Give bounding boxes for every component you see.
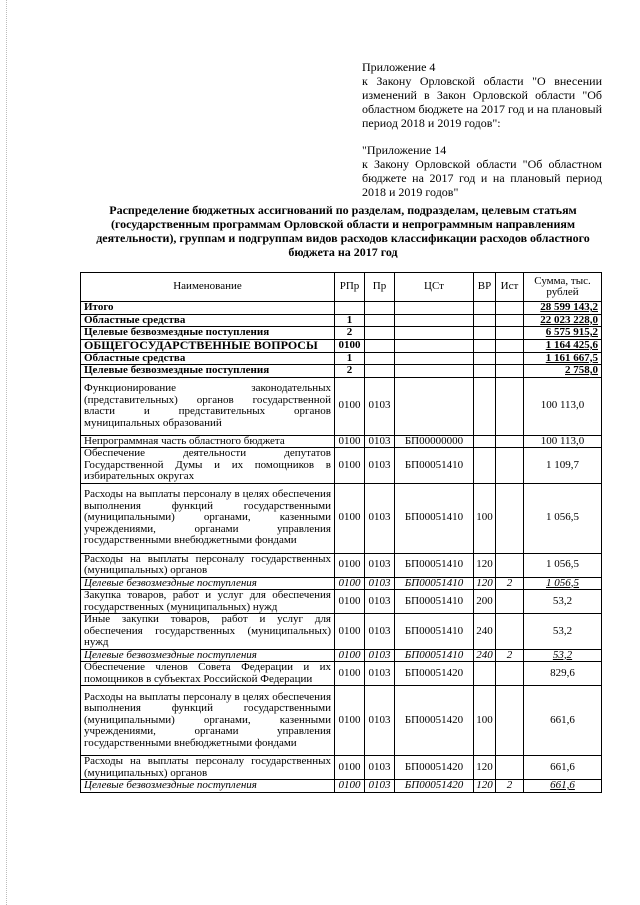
header-name: Наименование	[81, 273, 335, 302]
cell-vr: 120	[474, 577, 496, 590]
cell-cst	[395, 365, 474, 378]
cell-cst	[395, 377, 474, 435]
cell-ist	[496, 365, 524, 378]
appendix-4-text: к Закону Орловской области "О внесении изменений в Закон Орловской области "Об областном бюджете на 2017 год и на плановый период 2018 и 2019 годов":	[362, 74, 602, 130]
cell-name: Функционирование законодательных (представительных) органов государственной власти и представительных органов муниципальных образований	[81, 377, 335, 435]
cell-name: Непрограммная часть областного бюджета	[81, 435, 335, 448]
cell-cst: БП00051420	[395, 686, 474, 756]
cell-rpr: 2	[335, 365, 365, 378]
table-body	[81, 302, 602, 793]
cell-ist	[496, 686, 524, 756]
cell-ist: 2	[496, 649, 524, 662]
cell-cst: БП00051410	[395, 649, 474, 662]
cell-rpr: 0100	[335, 435, 365, 448]
table-row	[81, 302, 602, 315]
table-header-row	[81, 273, 602, 302]
cell-vr	[474, 377, 496, 435]
cell-sum: 829,6	[524, 662, 602, 686]
cell-vr	[474, 365, 496, 378]
cell-cst	[395, 339, 474, 352]
cell-name: Иные закупки товаров, работ и услуг для обеспечения государственных (муниципальных) нужд	[81, 614, 335, 650]
cell-cst	[395, 302, 474, 315]
cell-name: Целевые безвозмездные поступления	[81, 780, 335, 793]
cell-ist	[496, 377, 524, 435]
cell-pr: 0103	[365, 483, 395, 553]
cell-name: Целевые безвозмездные поступления	[81, 577, 335, 590]
cell-rpr: 1	[335, 352, 365, 365]
cell-rpr: 0100	[335, 483, 365, 553]
cell-vr	[474, 448, 496, 484]
cell-sum: 1 109,7	[524, 448, 602, 484]
cell-pr: 0103	[365, 662, 395, 686]
cell-pr	[365, 314, 395, 327]
cell-pr: 0103	[365, 377, 395, 435]
table-row	[81, 662, 602, 686]
cell-sum: 1 056,5	[524, 483, 602, 553]
cell-name: Итого	[81, 302, 335, 315]
cell-ist	[496, 327, 524, 340]
cell-name: Областные средства	[81, 352, 335, 365]
cell-vr: 240	[474, 649, 496, 662]
cell-pr	[365, 302, 395, 315]
cell-pr: 0103	[365, 649, 395, 662]
cell-sum: 28 599 143,2	[524, 302, 602, 315]
cell-vr: 120	[474, 756, 496, 780]
cell-pr: 0103	[365, 686, 395, 756]
header-cst: ЦСт	[395, 273, 474, 302]
cell-ist	[496, 553, 524, 577]
cell-name: Целевые безвозмездные поступления	[81, 365, 335, 378]
cell-vr	[474, 662, 496, 686]
appendix-14-text: к Закону Орловской области "Об областном бюджете на 2017 год и на плановый период 2018 и 2019 годов"	[362, 157, 602, 199]
cell-name: Областные средства	[81, 314, 335, 327]
cell-ist	[496, 314, 524, 327]
cell-sum: 22 023 228,0	[524, 314, 602, 327]
table-row	[81, 649, 602, 662]
cell-ist	[496, 448, 524, 484]
cell-ist: 2	[496, 780, 524, 793]
table-row	[81, 327, 602, 340]
cell-pr: 0103	[365, 577, 395, 590]
cell-vr: 120	[474, 553, 496, 577]
cell-pr	[365, 352, 395, 365]
table-row	[81, 448, 602, 484]
table-row	[81, 780, 602, 793]
cell-sum: 53,2	[524, 614, 602, 650]
cell-sum: 1 161 667,5	[524, 352, 602, 365]
cell-sum: 1 164 425,6	[524, 339, 602, 352]
cell-name: Обеспечение деятельности депутатов Государственной Думы и их помощников в избирательных округах	[81, 448, 335, 484]
header-rpr: РПр	[335, 273, 365, 302]
cell-cst: БП00051410	[395, 614, 474, 650]
cell-rpr	[335, 302, 365, 315]
cell-rpr: 0100	[335, 339, 365, 352]
appendix-14-header	[362, 143, 602, 199]
cell-cst: БП00051410	[395, 448, 474, 484]
document-title: Распределение бюджетных ассигнований по разделам, подразделам, целевым статьям (государственным программам Орловской области и непрограммным направлениям деятельности), группам и подгруппам видов расходов классификации расходов областного бюджета на 2017 год	[96, 203, 590, 259]
cell-name: Целевые безвозмездные поступления	[81, 649, 335, 662]
cell-name: Расходы на выплаты персоналу в целях обеспечения выполнения функций государственными (муниципальными) органами, казенными учреждениями, органами управления государственными внебюджетными фондами	[81, 686, 335, 756]
header-sum: Сумма, тыс. рублей	[524, 273, 602, 302]
cell-cst: БП00051410	[395, 483, 474, 553]
table-row	[81, 590, 602, 614]
cell-vr: 100	[474, 686, 496, 756]
cell-sum: 53,2	[524, 590, 602, 614]
cell-rpr: 0100	[335, 649, 365, 662]
cell-vr	[474, 435, 496, 448]
cell-cst	[395, 314, 474, 327]
cell-name: ОБЩЕГОСУДАРСТВЕННЫЕ ВОПРОСЫ	[81, 339, 335, 352]
cell-ist: 2	[496, 577, 524, 590]
appendix-4-header	[362, 60, 602, 130]
table-row	[81, 756, 602, 780]
cell-vr	[474, 302, 496, 315]
cell-rpr: 0100	[335, 448, 365, 484]
header-ist: Ист	[496, 273, 524, 302]
cell-pr	[365, 339, 395, 352]
cell-pr: 0103	[365, 780, 395, 793]
table-row	[81, 614, 602, 650]
cell-pr: 0103	[365, 614, 395, 650]
table-row	[81, 435, 602, 448]
table-row	[81, 352, 602, 365]
header-vr: ВР	[474, 273, 496, 302]
cell-sum: 6 575 915,2	[524, 327, 602, 340]
cell-rpr: 0100	[335, 590, 365, 614]
cell-ist	[496, 302, 524, 315]
table-row	[81, 377, 602, 435]
cell-vr: 200	[474, 590, 496, 614]
cell-name: Расходы на выплаты персоналу в целях обеспечения выполнения функций государственными (муниципальными) органами, казенными учреждениями, органами управления государственными внебюджетными фондами	[81, 483, 335, 553]
appendix-14-title: "Приложение 14	[362, 143, 447, 157]
cell-ist	[496, 590, 524, 614]
cell-ist	[496, 339, 524, 352]
cell-sum: 53,2	[524, 649, 602, 662]
cell-rpr: 0100	[335, 662, 365, 686]
cell-name: Закупка товаров, работ и услуг для обеспечения государственных (муниципальных) нужд	[81, 590, 335, 614]
cell-ist	[496, 352, 524, 365]
cell-sum: 1 056,5	[524, 553, 602, 577]
cell-vr: 120	[474, 780, 496, 793]
cell-pr: 0103	[365, 756, 395, 780]
cell-sum: 661,6	[524, 780, 602, 793]
cell-rpr: 0100	[335, 756, 365, 780]
cell-ist	[496, 756, 524, 780]
cell-cst	[395, 327, 474, 340]
cell-ist	[496, 662, 524, 686]
table-row	[81, 577, 602, 590]
cell-cst: БП00051410	[395, 590, 474, 614]
table-row	[81, 339, 602, 352]
cell-rpr: 0100	[335, 614, 365, 650]
cell-cst: БП00051410	[395, 577, 474, 590]
cell-vr: 100	[474, 483, 496, 553]
cell-rpr: 2	[335, 327, 365, 340]
page-margin-line	[6, 0, 7, 905]
cell-sum: 100 113,0	[524, 435, 602, 448]
cell-name: Расходы на выплаты персоналу государственных (муниципальных) органов	[81, 553, 335, 577]
cell-pr: 0103	[365, 435, 395, 448]
cell-vr	[474, 339, 496, 352]
cell-sum: 2 758,0	[524, 365, 602, 378]
cell-vr: 240	[474, 614, 496, 650]
cell-sum: 100 113,0	[524, 377, 602, 435]
table-row	[81, 314, 602, 327]
cell-pr	[365, 365, 395, 378]
table-row	[81, 365, 602, 378]
cell-cst: БП00000000	[395, 435, 474, 448]
cell-cst: БП00051410	[395, 553, 474, 577]
table-row	[81, 553, 602, 577]
cell-cst	[395, 352, 474, 365]
cell-rpr: 0100	[335, 553, 365, 577]
cell-name: Обеспечение членов Совета Федерации и их помощников в субъектах Российской Федерации	[81, 662, 335, 686]
cell-rpr: 0100	[335, 686, 365, 756]
cell-vr	[474, 314, 496, 327]
table-row	[81, 686, 602, 756]
cell-cst: БП00051420	[395, 662, 474, 686]
budget-table	[80, 272, 602, 793]
cell-sum: 661,6	[524, 756, 602, 780]
cell-ist	[496, 614, 524, 650]
cell-rpr: 0100	[335, 780, 365, 793]
cell-pr: 0103	[365, 590, 395, 614]
cell-name: Расходы на выплаты персоналу государственных (муниципальных) органов	[81, 756, 335, 780]
cell-rpr: 1	[335, 314, 365, 327]
cell-pr	[365, 327, 395, 340]
cell-ist	[496, 435, 524, 448]
cell-pr: 0103	[365, 448, 395, 484]
cell-cst: БП00051420	[395, 756, 474, 780]
cell-cst: БП00051420	[395, 780, 474, 793]
cell-name: Целевые безвозмездные поступления	[81, 327, 335, 340]
cell-ist	[496, 483, 524, 553]
cell-rpr: 0100	[335, 377, 365, 435]
header-pr: Пр	[365, 273, 395, 302]
cell-pr: 0103	[365, 553, 395, 577]
table-row	[81, 483, 602, 553]
cell-vr	[474, 327, 496, 340]
cell-sum: 1 056,5	[524, 577, 602, 590]
cell-sum: 661,6	[524, 686, 602, 756]
cell-vr	[474, 352, 496, 365]
appendix-4-title: Приложение 4	[362, 60, 436, 74]
cell-rpr: 0100	[335, 577, 365, 590]
